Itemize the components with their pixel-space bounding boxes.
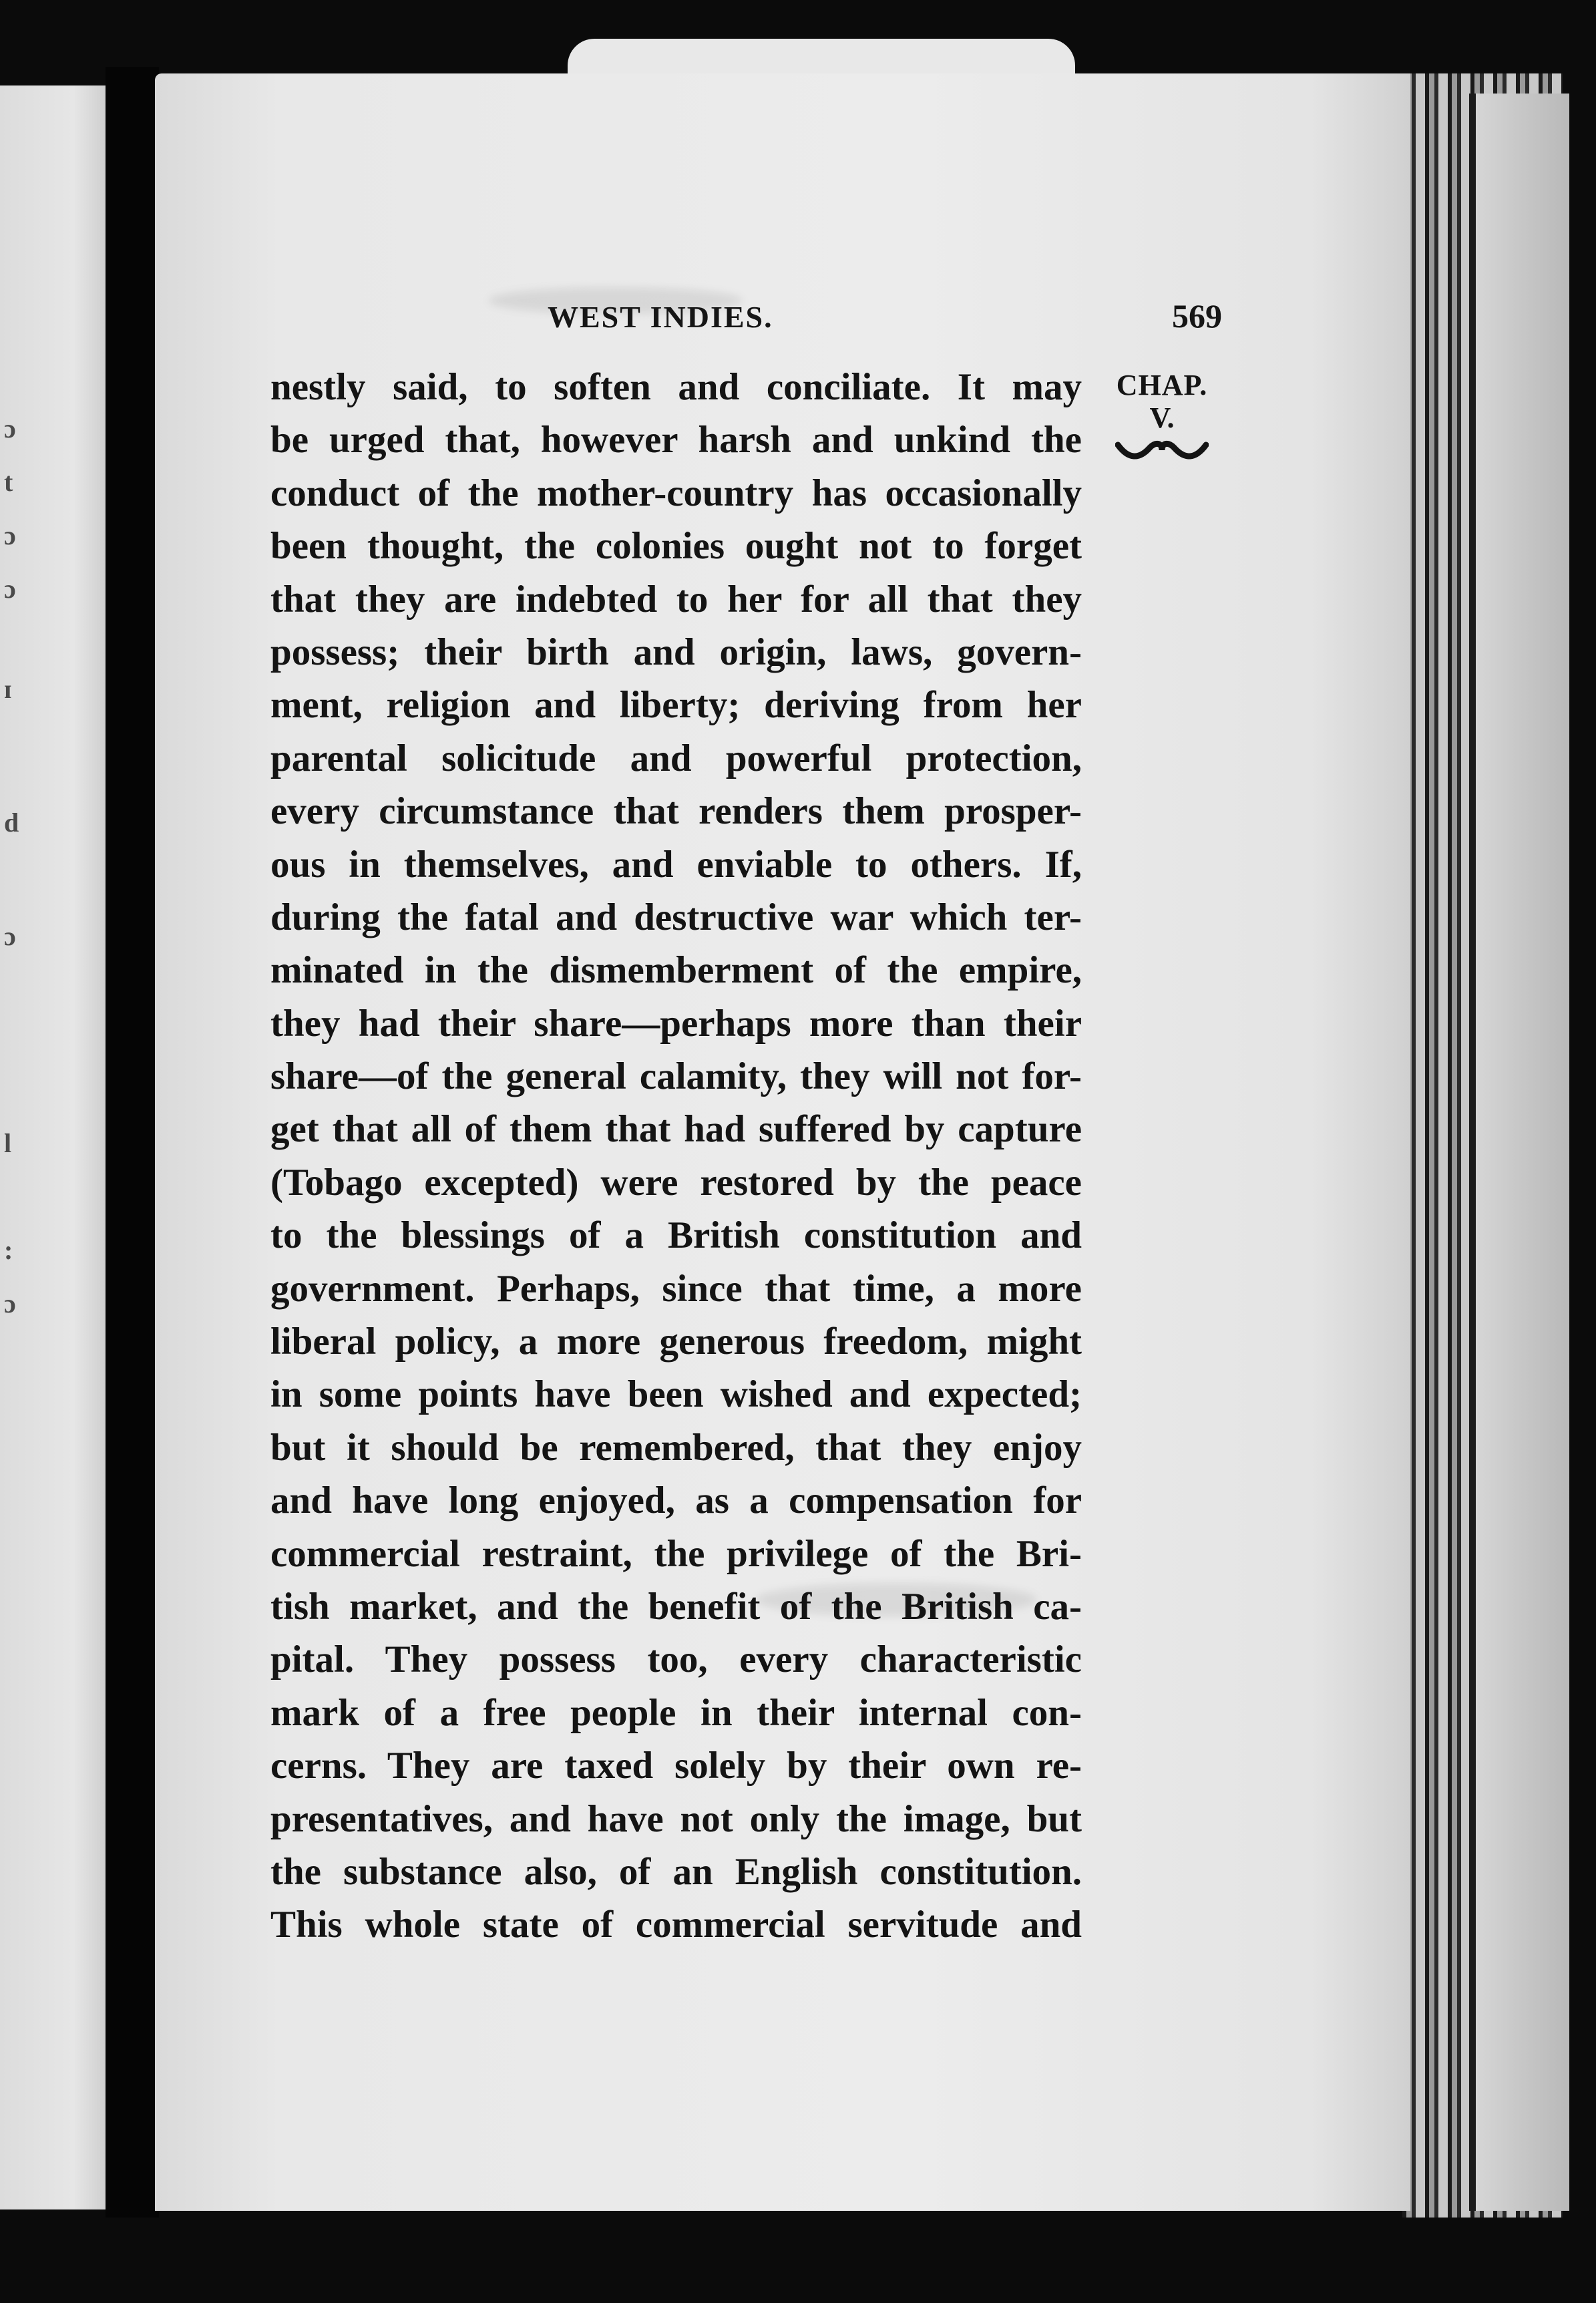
text-line: possess; their birth and origin, laws, govern- bbox=[270, 631, 1082, 673]
text-line: be urged that, however harsh and unkind the bbox=[270, 419, 1082, 462]
text-line: get that all of them that had suffered by capture bbox=[270, 1108, 1082, 1151]
text-line: minated in the dismemberment of the empire, bbox=[270, 949, 1082, 992]
text-line: tish market, and the benefit of the British ca- bbox=[270, 1585, 1082, 1628]
text-line: in some points have been wished and expected; bbox=[270, 1373, 1082, 1416]
page-top-edge bbox=[568, 39, 1075, 79]
text-line: parental solicitude and powerful protection, bbox=[270, 737, 1082, 779]
text-line: during the fatal and destructive war which ter- bbox=[270, 896, 1082, 938]
text-line: and have long enjoyed, as a compensation for bbox=[270, 1479, 1082, 1522]
text-line: mark of a free people in their internal con- bbox=[270, 1691, 1082, 1734]
text-line: government. Perhaps, since that time, a more bbox=[270, 1267, 1082, 1310]
text-line: liberal policy, a more generous freedom, might bbox=[270, 1320, 1082, 1363]
body-text bbox=[270, 361, 1082, 1952]
text-line: the substance also, of an English constitution. bbox=[270, 1850, 1082, 1893]
text-line: been thought, the colonies ought not to forget bbox=[270, 525, 1082, 568]
previous-page-glyph: ɔ bbox=[4, 520, 16, 550]
page-number: 569 bbox=[1172, 297, 1222, 335]
text-line: (Tobago excepted) were restored by the peace bbox=[270, 1161, 1082, 1204]
text-line: presentatives, and have not only the image, but bbox=[270, 1797, 1082, 1840]
text-line: pital. They possess too, every characteristic bbox=[270, 1638, 1082, 1681]
text-line: cerns. They are taxed solely by their own re- bbox=[270, 1745, 1082, 1787]
previous-page-glyph: ɔ bbox=[4, 1288, 16, 1318]
running-title: WEST INDIES. bbox=[548, 300, 773, 334]
text-line: ment, religion and liberty; deriving from her bbox=[270, 684, 1082, 727]
chapter-ornament-icon bbox=[1115, 437, 1209, 460]
previous-page-glyph: d bbox=[4, 808, 19, 838]
text-line: commercial restraint, the privilege of the Bri- bbox=[270, 1532, 1082, 1575]
text-line: but it should be remembered, that they enjoy bbox=[270, 1426, 1082, 1469]
book-gutter bbox=[106, 67, 159, 2218]
text-line: conduct of the mother-country has occasionally bbox=[270, 472, 1082, 514]
text-line: they had their share—perhaps more than their bbox=[270, 1002, 1082, 1045]
previous-page-edge bbox=[0, 85, 106, 2209]
text-line: that they are indebted to her for all that they bbox=[270, 578, 1082, 621]
previous-page-glyph: t bbox=[4, 467, 13, 497]
chapter-margin-note bbox=[1109, 369, 1215, 460]
previous-page-glyph: l bbox=[4, 1128, 12, 1158]
previous-page-glyph: ɔ bbox=[4, 921, 16, 951]
text-line: This whole state of commercial servitude and bbox=[270, 1904, 1082, 1946]
text-line: every circumstance that renders them prosper- bbox=[270, 790, 1082, 833]
chapter-label: CHAP. bbox=[1116, 369, 1208, 401]
running-head bbox=[274, 294, 1222, 341]
text-line: share—of the general calamity, they will not for- bbox=[270, 1055, 1082, 1098]
text-line: ous in themselves, and enviable to others. If, bbox=[270, 843, 1082, 886]
previous-page-glyph: : bbox=[4, 1235, 13, 1265]
previous-page-glyph: ɔ bbox=[4, 574, 16, 604]
text-line: to the blessings of a British constitution and bbox=[270, 1214, 1082, 1257]
previous-page-glyph: ɔ bbox=[4, 413, 16, 444]
chapter-number: V. bbox=[1149, 401, 1175, 434]
text-line: nestly said, to soften and conciliate. It may bbox=[270, 366, 1082, 408]
previous-page-glyph: ɪ bbox=[4, 674, 12, 704]
fore-edge-pages bbox=[1469, 94, 1569, 2211]
